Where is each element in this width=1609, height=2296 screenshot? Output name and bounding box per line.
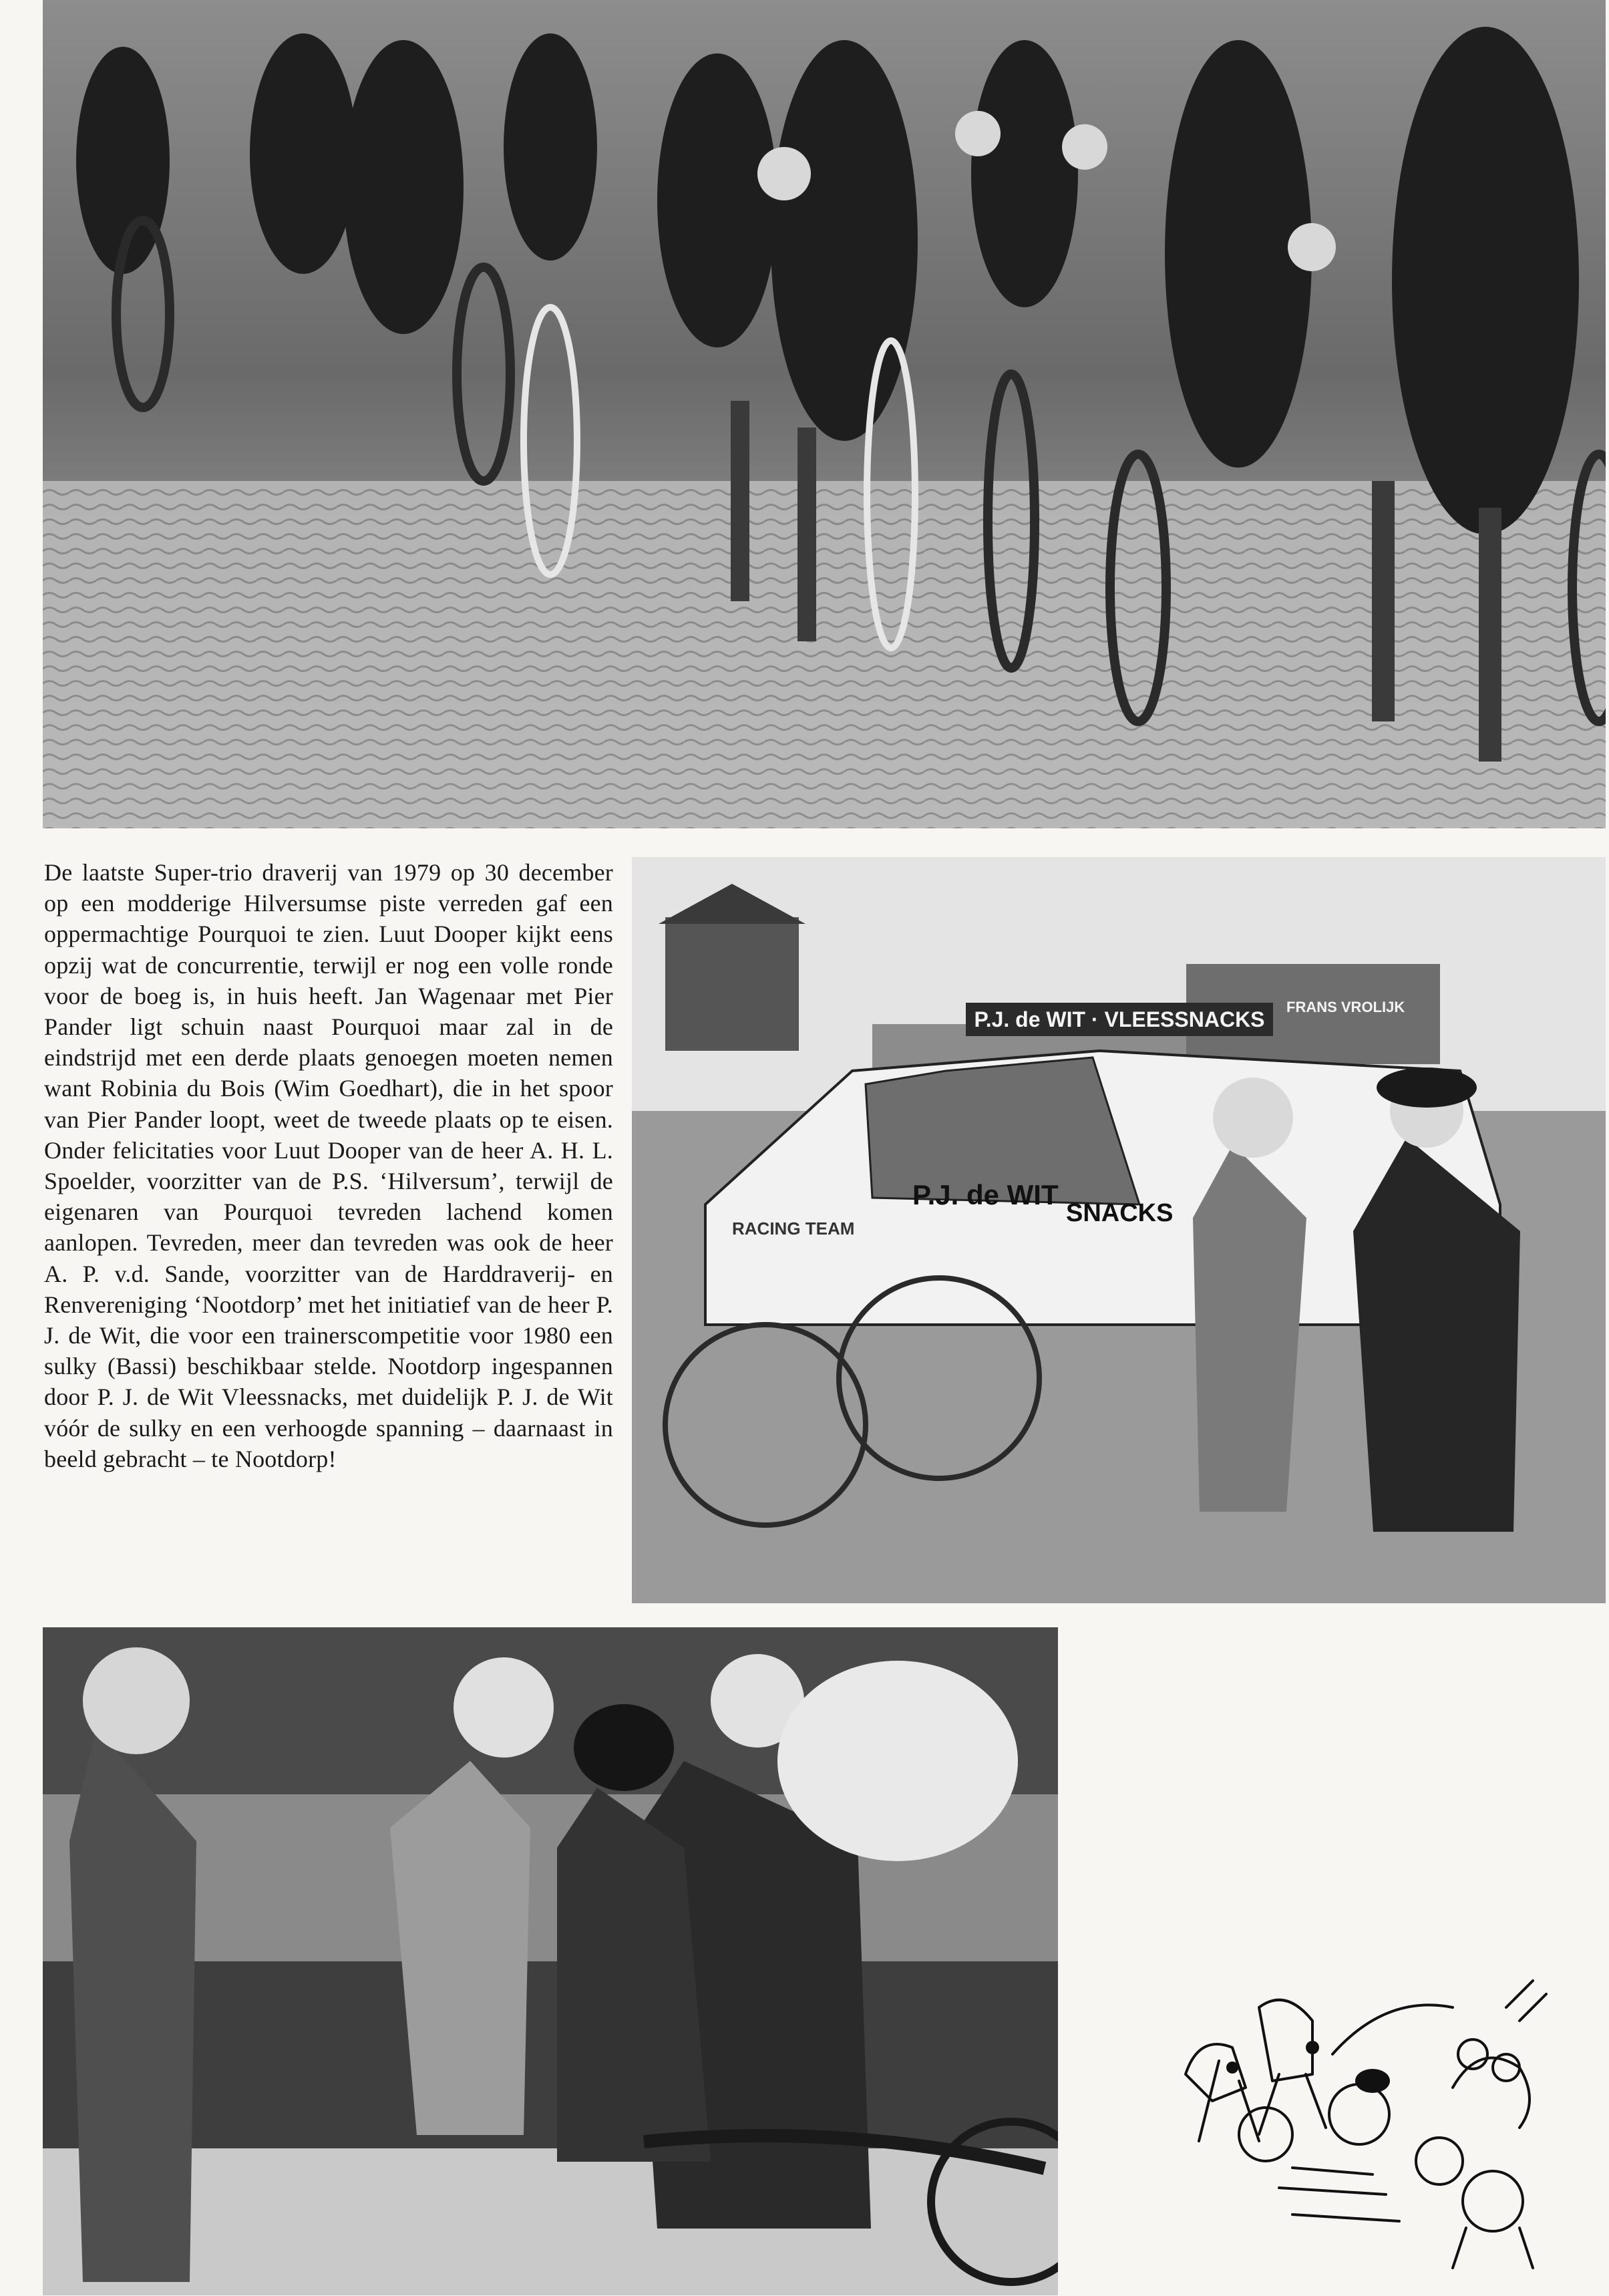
caption-paragraph: De laatste Super-trio draverij van 1979 op 30 december op een modderige Hilversumse piste verreden gaf een oppermachtige Pourquoi te zien. Luut Dooper kijkt eens opzij wat de concurrentie, terwijl er nog een volle ronde voor de boeg is, in huis heeft. Jan Wagenaar met Pier Pander ligt schuin naast Pourquoi maar zal in de eindstrijd met een derde plaats genoegen moeten nemen want Robinia du Bois (Wim Goedhart), die in het spoor van Pier Pander loopt, weet de tweede plaats op te eisen. Onder felicitaties voor Luut Dooper van de heer A. H. L. Spoelder, voorzitter van de P.S. ‘Hilversum’, terwijl de eigenaren van Pourquoi tevreden lachend komen aanlopen. Tevreden, meer dan tevreden was ook de heer A. P. v.d. Sande, voorzitter van de Harddraverij- en Renvereniging ‘Nootdorp’ met het initiatief van de heer P. J. de Wit, die voor een trainerscompetitie voor 1980 een sulky (Bassi) beschikbaar stelde. Nootdorp ingespannen door P. J. de Wit Vleessnacks, met duidelijk P. J. de Wit vóór de sulky en een verhoogde spanning – daarnaast in beeld gebracht – te Nootdorp!	[44, 859, 613, 1472]
car-door-front-text: P.J. de WIT	[912, 1179, 1059, 1210]
racing-team-text: RACING TEAM	[732, 1218, 855, 1239]
cartoon-illustration	[1159, 1967, 1553, 2275]
banner-right-text: FRANS VROLIJK	[1286, 999, 1405, 1015]
sponsor-car-photo	[632, 857, 1606, 1603]
banner-text: P.J. de WIT · VLEESSNACKS	[974, 1007, 1265, 1031]
race-photo	[43, 0, 1606, 828]
article-caption	[44, 857, 613, 1474]
car-door-rear-text: SNACKS	[1066, 1199, 1174, 1227]
winner-photo	[43, 1627, 1058, 2295]
